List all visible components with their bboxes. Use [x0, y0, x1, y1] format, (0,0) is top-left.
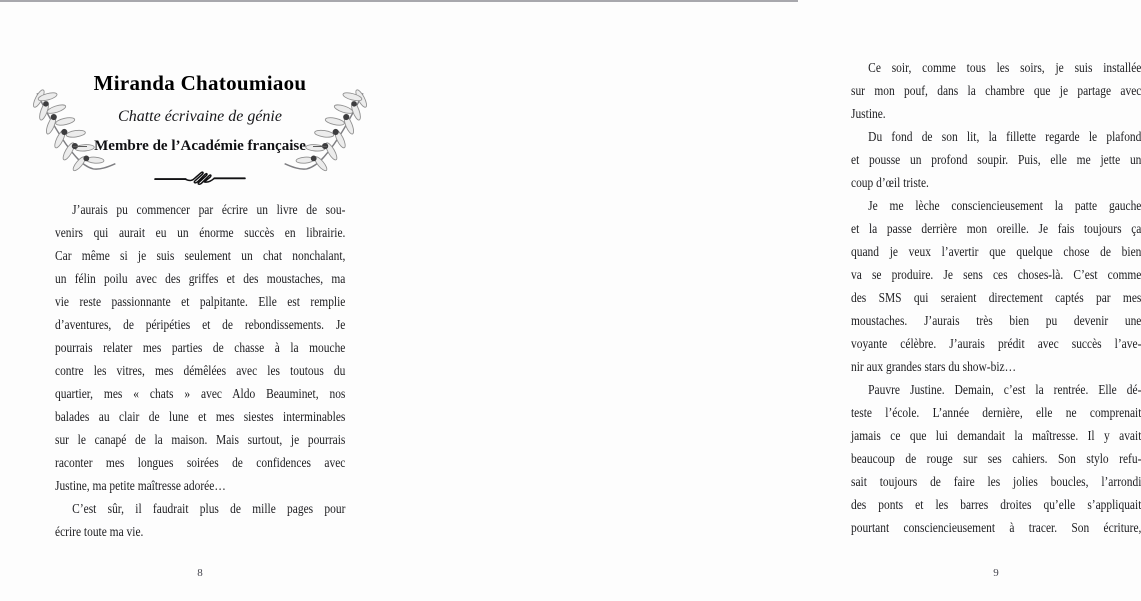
text-line: nir aux grandes stars du show-biz… — [851, 360, 1017, 375]
author-subtitle: Chatte écrivaine de génie — [118, 108, 282, 125]
text-line: jamais ce que lui demandait la maîtresse. Il y avait — [851, 429, 1141, 444]
text-line: coup d’œil triste. — [851, 176, 929, 191]
text-line: Justine, ma petite maîtresse adorée… — [55, 479, 226, 494]
text-line: Ce soir, comme tous les soirs, je suis installée — [868, 61, 1141, 76]
text-line: Pauvre Justine. Demain, c’est la rentrée. Elle dé- — [868, 383, 1141, 398]
author-title: Miranda Chatoumiaou — [93, 71, 307, 95]
text-line: venirs qui aurait eu un énorme succès en librairie. — [55, 226, 346, 241]
text-line: quand je veux l’avertir que quelque chose de bien — [851, 245, 1141, 260]
page-bottom-edge — [0, 0, 798, 2]
page-right — [399, 0, 1141, 601]
divider-row — [55, 167, 345, 189]
membership-text: Membre de l’Académie française — [94, 138, 306, 154]
text-line: sait toujours de faire les jolies boucles, l’arrondi — [851, 475, 1141, 490]
text-line: beaucoup de rouge sur ses cahiers. Son stylo refu- — [851, 452, 1141, 467]
text-line: pourtant consciencieusement à tracer. Son écriture, — [851, 521, 1141, 536]
text-line: un félin poilu avec des griffes et des moustaches, ma — [55, 272, 346, 287]
text-line: balades au clair de lune et mes siestes interminables — [55, 410, 346, 425]
text-line: contre les vitres, mes démêlées avec les toutous du — [55, 364, 346, 379]
chapter-header — [55, 70, 345, 156]
text-line: d’aventures, de péripéties et de rebondissements. Je — [55, 318, 346, 333]
text-line: teste l’école. L’année dernière, elle ne comprenait — [851, 406, 1141, 421]
text-line: des ponts et les barres droites qu’elle s’appliquait — [851, 498, 1141, 513]
text-line: Justine. — [851, 107, 886, 122]
text-line: pourrais relater mes parties de chasse à la mouche — [55, 341, 346, 356]
text-line: vie reste passionnante et palpitante. Elle est remplie — [55, 295, 346, 310]
right-page-number: 9 — [993, 567, 999, 579]
text-line: raconter mes longues soirées de confidences avec — [55, 456, 346, 471]
right-dash-rule — [313, 146, 327, 147]
text-line: et pousse un profond soupir. Puis, elle me jette un — [851, 153, 1141, 168]
page-left — [0, 0, 399, 601]
text-line: des SMS qui seraient directement captés par mes — [851, 291, 1141, 306]
text-line: moustaches. J’aurais très bien pu devenir une — [851, 314, 1141, 329]
left-dash-rule — [73, 146, 87, 147]
text-line: voyante célèbre. J’aurais prédit avec succès l’ave- — [851, 337, 1141, 352]
text-line: Je me lèche consciencieusement la patte gauche — [868, 199, 1141, 214]
text-line: Car même si je suis seulement un chat nonchalant, — [55, 249, 346, 264]
left-page-body — [55, 199, 345, 544]
text-line: sur mon pouf, dans la chambre que je partage avec — [851, 84, 1141, 99]
text-line: et la passe derrière mon oreille. Je fais toujours ça — [851, 222, 1141, 237]
text-line: J’aurais pu commencer par écrire un livre de sou- — [72, 203, 346, 218]
text-line: écrire toute ma vie. — [55, 525, 144, 540]
left-page-number: 8 — [197, 567, 203, 579]
text-line: C’est sûr, il faudrait plus de mille pages pour — [72, 502, 346, 517]
text-line: sur le canapé de la maison. Mais surtout, je pourrais — [55, 433, 346, 448]
right-page-body — [851, 57, 1141, 540]
text-line: Du fond de son lit, la fillette regarde le plafond — [868, 130, 1141, 145]
text-line: va se produire. Je sens ces choses-là. C’est comme — [851, 268, 1141, 283]
rope-twist-divider-icon — [153, 167, 247, 189]
author-membership — [55, 137, 345, 156]
text-line: quartier, mes « chats » avec Aldo Beauminet, nos — [55, 387, 346, 402]
